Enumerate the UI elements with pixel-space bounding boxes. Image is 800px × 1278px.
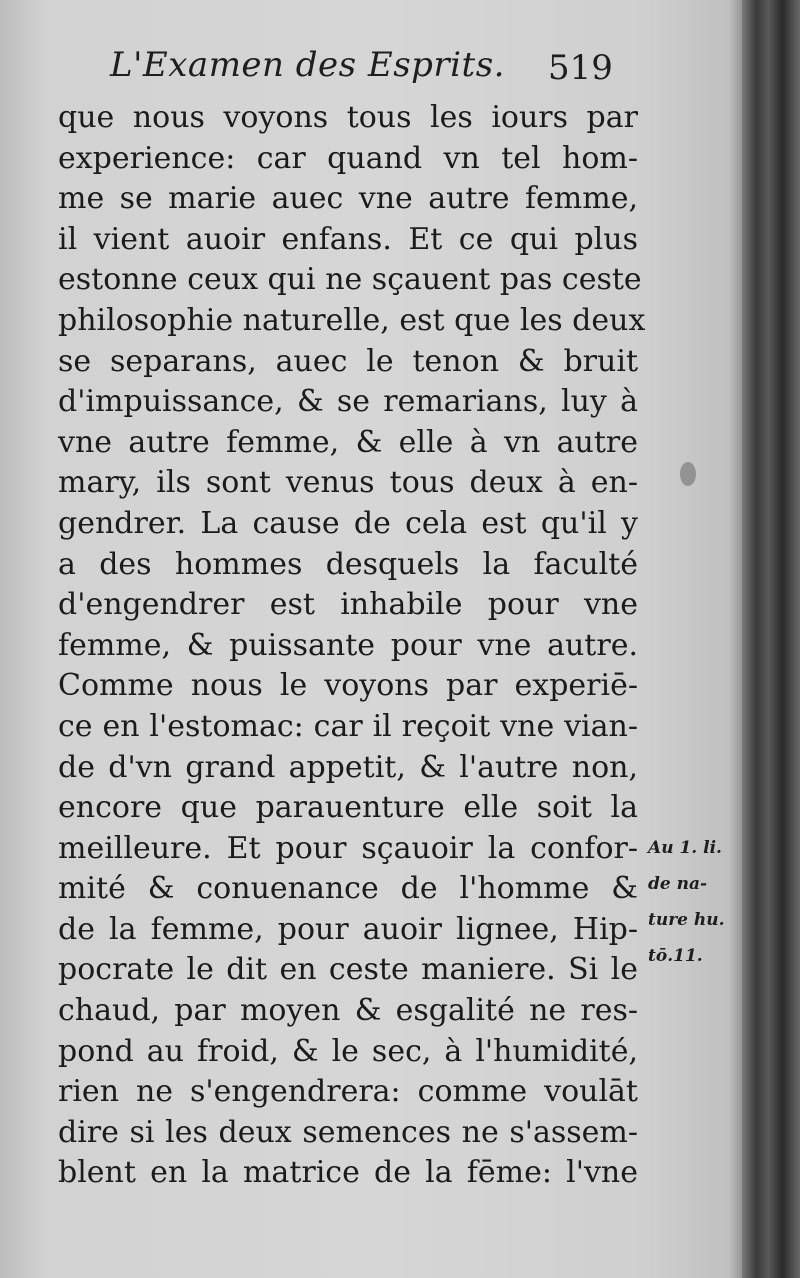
text-line: mary, ils sont venus tous deux à en- [58, 465, 638, 501]
text-line: me se marie auec vne autre femme, [58, 181, 638, 217]
book-spine [742, 0, 800, 1278]
text-line: il vient auoir enfans. Et ce qui plus [58, 221, 638, 257]
text-line: que nous voyons tous les iours par [58, 100, 638, 135]
text-line: pond au froid, & le sec, à l'humidité, [58, 1033, 638, 1069]
text-line: se separans, auec le tenon & bruit [58, 343, 638, 379]
text-line: pocrate le dit en ceste maniere. Si le [58, 952, 638, 988]
text-line: chaud, par moyen & esgalité ne res- [58, 993, 638, 1029]
text-line: vne autre femme, & elle à vn autre [58, 424, 638, 460]
text-line: dire si les deux semences ne s'assem- [58, 1114, 638, 1150]
marginal-note-line: Au 1. li. [648, 838, 722, 858]
text-line: mité & conuenance de l'homme & [58, 871, 638, 907]
text-line: experience: car quand vn tel hom- [58, 140, 638, 176]
text-line: d'impuissance, & se remarians, luy à [58, 384, 638, 420]
ink-smudge [680, 462, 696, 486]
marginal-note-line: de na- [648, 874, 708, 894]
text-line: femme, & puissante pour vne autre. [58, 627, 638, 663]
text-line: encore que parauenture elle soit la [58, 790, 638, 826]
text-line: blent en la matrice de la fēme: l'vne [58, 1155, 638, 1191]
body-text [58, 98, 646, 1194]
page-number: 519 [548, 48, 613, 88]
text-line: philosophie naturelle, est que les deux [58, 302, 646, 338]
running-title: L'Examen des Esprits. [110, 45, 505, 85]
text-line: estonne ceux qui ne sçauent pas ceste [58, 262, 642, 298]
text-line: de d'vn grand appetit, & l'autre non, [58, 749, 638, 785]
text-line: meilleure. Et pour sçauoir la confor- [58, 830, 638, 866]
text-line: rien ne s'engendrera: comme voulāt [58, 1074, 638, 1110]
text-line: ce en l'estomac: car il reçoit vne vian- [58, 708, 638, 744]
text-line: gendrer. La cause de cela est qu'il y [58, 505, 638, 541]
text-line: Comme nous le voyons par experiē- [58, 668, 638, 704]
text-line: d'engendrer est inhabile pour vne [58, 587, 638, 623]
marginal-note-line: ture hu. [648, 910, 725, 930]
text-line: a des hommes desquels la faculté [58, 546, 638, 582]
text-line: de la femme, pour auoir lignee, Hip- [58, 911, 638, 947]
marginal-note-line: tō.11. [648, 946, 703, 966]
